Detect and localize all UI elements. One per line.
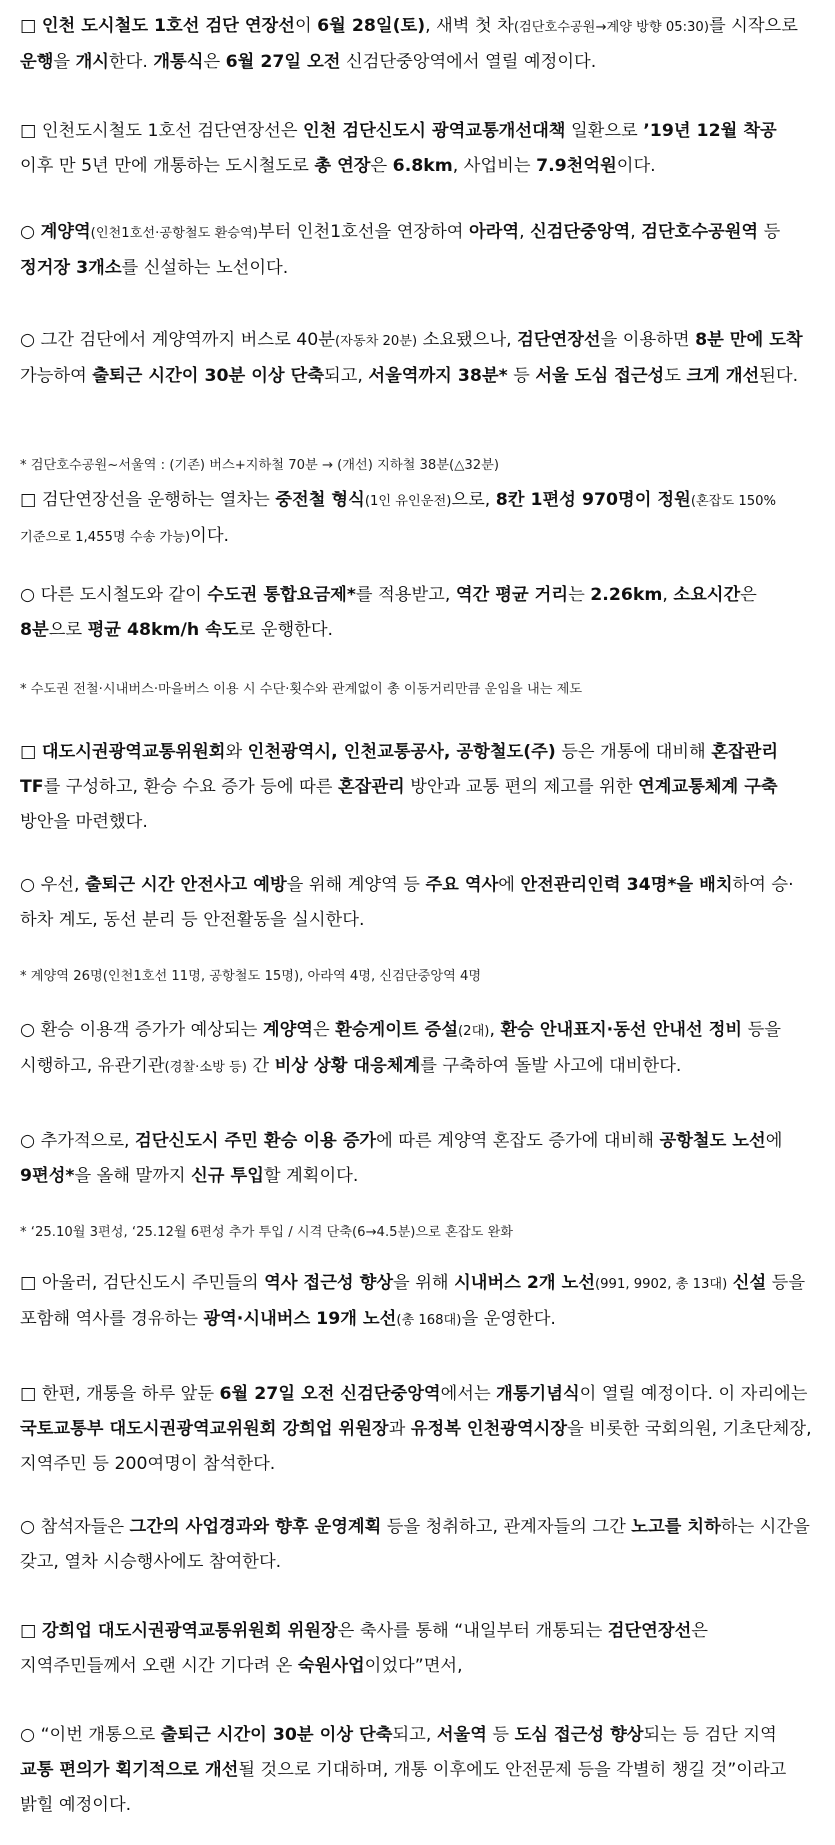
text: 을 이용하면: [600, 330, 696, 350]
paragraph-15: [20, 1718, 815, 1823]
text-bold: 혼잡관리 TF: [20, 742, 779, 797]
text: ,: [489, 1020, 501, 1040]
text-bold: 출퇴근 시간 안전사고 예방: [84, 875, 287, 895]
text: ○ “이번 개통으로: [20, 1725, 161, 1745]
paragraph-1: [20, 9, 815, 80]
text-bold: 노고를 치하: [631, 1517, 721, 1537]
text-bold: 출퇴근 시간이 30분 이상 단축: [160, 1725, 393, 1745]
text-bold: 크게 개선: [686, 366, 760, 386]
paragraph-2: [20, 114, 815, 184]
text: , 사업비는: [452, 156, 537, 176]
paragraph-7: [20, 735, 815, 840]
text: , 새벽 첫 차: [425, 16, 514, 36]
paragraph-13: [20, 1510, 815, 1580]
text-bold: 역간 평균 거리: [455, 585, 569, 605]
text: 등을 포함해 역사를 경유하는: [20, 1273, 806, 1329]
text: 을 위해: [393, 1273, 455, 1293]
text: 에 따른 계양역 혼잡도 증가에 대비해: [376, 1131, 660, 1151]
paragraph-11: [20, 1266, 815, 1338]
text: 등은 개통에 대비해: [555, 742, 712, 762]
paragraph-5: [20, 483, 815, 555]
text-bold: 수도권 통합요금제*: [207, 585, 356, 605]
text: 으로,: [451, 490, 496, 510]
paragraph-8: [20, 868, 815, 938]
text: 와: [225, 742, 248, 762]
text: ○: [20, 222, 41, 242]
text-bold: 환승 안내표지·동선 안내선 정비: [500, 1020, 743, 1040]
text-bold: 소요시간: [673, 585, 741, 605]
text: ○ 추가적으로,: [20, 1131, 136, 1151]
text-bold: 검단연장선: [607, 1621, 692, 1641]
footnote-1: * 검단호수공원~서울역 : (기존) 버스+지하철 70분 → (개선) 지하철 38분(△32분): [20, 458, 500, 473]
footnote-2: * 수도권 전철·시내버스·마을버스 이용 시 수단·횟수와 관계없이 총 이동거리만큼 운임을 내는 제도: [20, 682, 583, 697]
text: 를 신설하는 노선이다.: [121, 258, 289, 278]
text-bold: 국토교통부 대도시권광역교위원회 강희업 위원장: [20, 1419, 389, 1439]
text-bold: 인천광역시, 인천교통공사, 공항철도(주): [247, 742, 556, 762]
text: ,: [630, 222, 642, 242]
text: 은: [740, 585, 757, 605]
text: 부터 인천1호선을 연장하여: [257, 222, 469, 242]
text-bold: 비상 상황 대응체계: [274, 1056, 421, 1076]
text-bold: 계양역: [40, 222, 91, 242]
text-bold: 서울역까지 38분*: [368, 366, 508, 386]
text: 은: [370, 156, 393, 176]
text: ,: [662, 585, 674, 605]
text-bold: 광역·시내버스 19개 노선: [203, 1309, 397, 1329]
paragraph-6: [20, 578, 815, 648]
text: 으로: [48, 620, 88, 640]
text: 은: [312, 1020, 336, 1040]
text-small: (혼잡도 150% 기준으로 1,455명 수송 가능): [20, 494, 777, 545]
text-bold: 도심 접근성 향상: [514, 1725, 644, 1745]
text-bold: 주요 역사: [425, 875, 499, 895]
text: 방안을 마련했다.: [20, 812, 148, 832]
text-bold: 계양역: [262, 1020, 313, 1040]
text: 등: [758, 222, 781, 242]
text-bold: 중전철 형식: [275, 490, 365, 510]
footnote-3: * 계양역 26명(인천1호선 11명, 공항철도 15명), 아라역 4명, 신검단중앙역 4명: [20, 969, 482, 984]
text-bold: 인천 검단신도시 광역교통개선대책: [303, 121, 566, 141]
text-bold: 8분 만에 도착: [695, 330, 803, 350]
text: 도: [664, 366, 687, 386]
text: 소요됐으나,: [417, 330, 518, 350]
text: 하는 시간을 갖고, 열차 시승행사에도 참여한다.: [20, 1517, 810, 1572]
text-bold: 8칸 1편성 970명이 정원: [495, 490, 691, 510]
text-bold: 검단연장선: [517, 330, 601, 350]
text-bold: 6월 28일(토): [317, 16, 426, 36]
text-bold: 연계교통체계 구축: [638, 777, 778, 797]
text: 되는 등 검단 지역: [643, 1725, 777, 1745]
text: 되고,: [324, 366, 369, 386]
text: ○ 그간 검단에서 계양역까지 버스로 40분: [20, 330, 335, 350]
paragraph-3: [20, 215, 815, 286]
text: 을 올해 말까지: [74, 1166, 192, 1186]
text-bold: 대도시권광역교통위원회: [41, 742, 226, 762]
text: 할 계획이다.: [263, 1166, 359, 1186]
text-bold: 혼잡관리: [337, 777, 405, 797]
text: 을 위해 계양역 등: [286, 875, 426, 895]
text-bold: 강희업 대도시권광역교통위원회 위원장: [41, 1621, 338, 1641]
text: ○ 참석자들은: [20, 1517, 130, 1537]
text: □ 인천도시철도 1호선 검단연장선은: [20, 121, 304, 141]
text: 를 구성하고, 환승 수요 증가 등에 따른: [43, 777, 338, 797]
text-bold: 9편성*: [20, 1166, 75, 1186]
text: 될 것으로 기대하며, 개통 이후에도 안전문제 등을 각별히 챙길 것”이라고 밝힐 예정이다.: [20, 1760, 787, 1815]
text-small: (인천1호선·공항철도 환승역): [90, 226, 258, 241]
text-bold: 개시: [75, 52, 109, 72]
paragraph-12: [20, 1377, 815, 1482]
text-bold: 검단호수공원역: [641, 222, 759, 242]
text: 을 비롯한 국회의원, 기초단체장, 지역주민 등 200여명이 참석한다.: [20, 1419, 812, 1474]
text: □: [20, 16, 42, 36]
text-bold: 운행: [20, 52, 54, 72]
text: 로 운행한다.: [238, 620, 334, 640]
text-bold: 7.9천억원: [536, 156, 617, 176]
paragraph-10: [20, 1124, 815, 1194]
text-bold: 서울역: [436, 1725, 487, 1745]
text: 는: [568, 585, 591, 605]
text-small: (검단호수공원→계양 방향 05:30): [513, 20, 709, 35]
text-bold: 정거장 3개소: [20, 258, 122, 278]
text: □ 한편, 개통을 하루 앞둔: [20, 1384, 220, 1404]
text-bold: 6월 27일 오전 신검단중앙역: [219, 1384, 441, 1404]
text-bold: 6월 27일 오전: [225, 52, 341, 72]
text-bold: 교통 편의가 획기적으로 개선: [20, 1760, 239, 1780]
text-bold: 시내버스 2개 노선: [454, 1273, 596, 1293]
text: ,: [519, 222, 531, 242]
text-bold: 아라역: [468, 222, 520, 242]
text-bold: ’19년 12월 착공: [643, 121, 777, 141]
text-bold: 안전관리인력 34명*을 배치: [520, 875, 733, 895]
text-bold: 출퇴근 시간이 30분 이상 단축: [92, 366, 325, 386]
text-bold: 개통기념식: [496, 1384, 580, 1404]
text-bold: 역사 접근성 향상: [264, 1273, 394, 1293]
text-bold: 2.26km: [590, 585, 663, 605]
text-bold: 그간의 사업경과와 향후 운영계획: [129, 1517, 382, 1537]
text: 한다.: [108, 52, 154, 72]
text: □ 검단연장선을 운행하는 열차는: [20, 490, 276, 510]
text-bold: 공항철도 노선: [659, 1131, 766, 1151]
text: 을: [53, 52, 76, 72]
text: ○ 환승 이용객 증가가 예상되는: [20, 1020, 263, 1040]
text-bold: 평균 48km/h 속도: [87, 620, 239, 640]
text-small: (991, 9902, 총 13대): [595, 1277, 728, 1292]
text-bold: 검단신도시 주민 환승 이용 증가: [135, 1131, 377, 1151]
text: 을 운영한다.: [461, 1309, 556, 1329]
text: □ 아울러, 검단신도시 주민들의: [20, 1273, 265, 1293]
text-bold: 신규 투입: [191, 1166, 264, 1186]
text: 를 구축하여 돌발 사고에 대비한다.: [420, 1056, 682, 1076]
text: 된다.: [759, 366, 799, 386]
text: 등: [507, 366, 536, 386]
text-bold: 인천 도시철도 1호선 검단 연장선: [41, 16, 295, 36]
text: ○ 우선,: [20, 875, 85, 895]
text-bold: 개통식: [153, 52, 204, 72]
text: 이다.: [190, 526, 230, 546]
text-small: (자동차 20분): [334, 334, 418, 349]
text: 이었다”면서,: [364, 1656, 463, 1676]
text: 에: [765, 1131, 783, 1151]
text: 방안과 교통 편의 제고를 위한: [404, 777, 639, 797]
text: 등: [486, 1725, 515, 1745]
text: 과: [388, 1419, 411, 1439]
paragraph-14: [20, 1614, 815, 1684]
text: 되고,: [392, 1725, 437, 1745]
text: 등을 청취하고, 관계자들의 그간: [381, 1517, 632, 1537]
text: 은 축사를 통해 “내일부터 개통되는: [337, 1621, 608, 1641]
text: 를 적용받고,: [355, 585, 456, 605]
text-small: (총 168대): [396, 1313, 462, 1328]
text: 이후 만 5년 만에 개통하는 도시철도로: [20, 156, 315, 176]
text: 가능하여: [20, 366, 93, 386]
text: ○ 다른 도시철도와 같이: [20, 585, 208, 605]
text-bold: 총 연장: [314, 156, 371, 176]
text: 를 시작으로: [708, 16, 798, 36]
text: 이: [294, 16, 318, 36]
text: 에서는: [440, 1384, 497, 1404]
text: 하여 승·하차 계도, 동선 분리 등 안전활동을 실시한다.: [20, 875, 794, 930]
text: 일환으로: [565, 121, 644, 141]
text: 등을 시행하고, 유관기관: [20, 1020, 781, 1076]
text: □: [20, 742, 42, 762]
text: 은 지역주민들께서 오랜 시간 기다려 온: [20, 1621, 708, 1676]
text: □: [20, 1621, 42, 1641]
text-bold: 서울 도심 접근성: [535, 366, 665, 386]
paragraph-9: [20, 1013, 815, 1085]
text-small: (경찰·소방 등): [164, 1060, 247, 1075]
text: 에: [498, 875, 521, 895]
text: 은: [203, 52, 226, 72]
paragraph-4: [20, 323, 815, 394]
text: 이 열릴 예정이다. 이 자리에는: [579, 1384, 808, 1404]
text: 이다.: [616, 156, 656, 176]
text-small: (1인 유인운전): [364, 494, 452, 509]
text-bold: 환승게이트 증설: [335, 1020, 459, 1040]
text-bold: 유정복 인천광역시장: [410, 1419, 568, 1439]
footnote-4: * ‘25.10월 3편성, ‘25.12월 6편성 추가 투입 / 시격 단축(6→4.5분)으로 혼잡도 완화: [20, 1225, 513, 1240]
text: 신검단중앙역에서 열릴 예정이다.: [340, 52, 597, 72]
text-bold: 숙원사업: [297, 1656, 365, 1676]
text-small: (2대): [458, 1024, 490, 1039]
text-bold: 신설: [732, 1273, 767, 1293]
text-bold: 8분: [20, 620, 49, 640]
text: 간: [246, 1056, 275, 1076]
text-bold: 6.8km: [392, 156, 453, 176]
text-bold: 신검단중앙역: [530, 222, 631, 242]
